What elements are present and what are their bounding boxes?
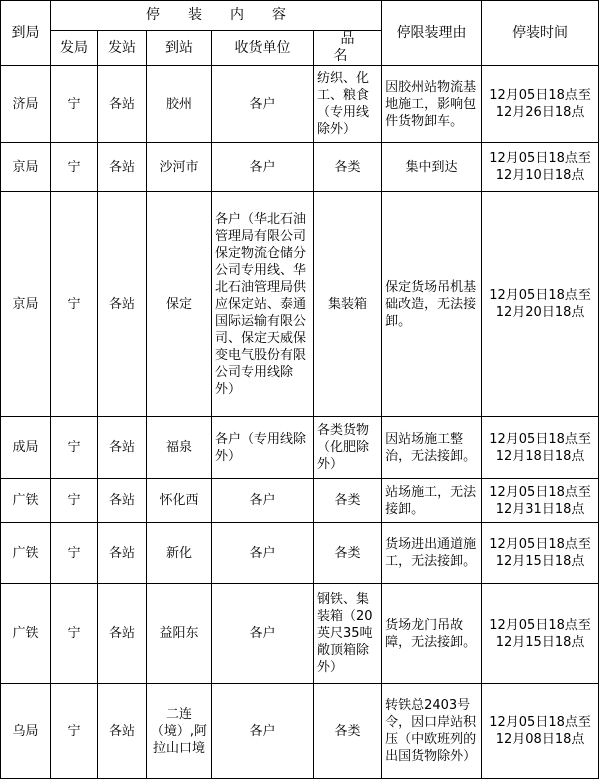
cell-from-station: 各站 (98, 523, 147, 584)
table-row (1, 479, 599, 523)
header-reason: 停限装理由 (382, 1, 482, 66)
cell-from-bureau: 宁 (51, 584, 98, 684)
cell-consignee: 各户 (212, 143, 314, 192)
cell-reason: 货场进出通道施工，无法接卸。 (382, 523, 482, 584)
cell-bureau: 京局 (1, 143, 51, 192)
table-row (1, 143, 599, 192)
cell-bureau: 乌局 (1, 684, 51, 779)
cell-goods: 各类 (314, 143, 382, 192)
cell-from-station: 各站 (98, 584, 147, 684)
cell-from-bureau: 宁 (51, 479, 98, 523)
cell-reason: 货场龙门吊故障，无法接卸。 (382, 584, 482, 684)
header-to-station: 到站 (147, 31, 212, 66)
cell-from-bureau: 宁 (51, 523, 98, 584)
cell-bureau: 广铁 (1, 479, 51, 523)
cell-time: 12月05日18点至12月18日18点 (482, 417, 599, 479)
cell-time: 12月05日18点至12月15日18点 (482, 523, 599, 584)
cell-to-station: 沙河市 (147, 143, 212, 192)
header-goods: 品名 (314, 31, 382, 66)
cell-from-bureau: 宁 (51, 417, 98, 479)
header-from-station: 发站 (98, 31, 147, 66)
cell-to-station: 二连（境）,阿拉山口境 (147, 684, 212, 779)
cell-to-station: 福泉 (147, 417, 212, 479)
cell-time: 12月05日18点至12月15日18点 (482, 584, 599, 684)
cell-reason: 转铁总2403号令，因口岸站积压（中欧班列的出国货物除外） (382, 684, 482, 779)
cell-from-station: 各站 (98, 417, 147, 479)
cell-time: 12月05日18点至12月10日18点 (482, 143, 599, 192)
cell-goods: 各类 (314, 523, 382, 584)
cell-consignee: 各户 (212, 479, 314, 523)
header-group-suspension-content: 停装内容 (51, 1, 382, 31)
cell-to-station: 新化 (147, 523, 212, 584)
cell-from-bureau: 宁 (51, 192, 98, 417)
cell-bureau: 济局 (1, 66, 51, 143)
cell-goods: 各类 (314, 684, 382, 779)
table-row (1, 192, 599, 417)
cell-from-station: 各站 (98, 66, 147, 143)
cell-consignee: 各户（华北石油管理局有限公司保定物流仓储分公司专用线、华北石油管理局供应保定站、泰通国际运输有限公司、保定天威保变电气股份有限公司专用线除外） (212, 192, 314, 417)
cell-reason: 保定货场吊机基础改造，无法接卸。 (382, 192, 482, 417)
cell-consignee: 各户 (212, 584, 314, 684)
cell-goods: 纺织、化工、粮食（专用线除外） (314, 66, 382, 143)
cell-bureau: 广铁 (1, 523, 51, 584)
table-row (1, 417, 599, 479)
cell-to-station: 益阳东 (147, 584, 212, 684)
cell-goods: 钢铁、集装箱（20英尺35吨敞顶箱除外） (314, 584, 382, 684)
table-row (1, 684, 599, 779)
cell-bureau: 京局 (1, 192, 51, 417)
cell-from-station: 各站 (98, 143, 147, 192)
cell-to-station: 保定 (147, 192, 212, 417)
cell-time: 12月05日18点至12月31日18点 (482, 479, 599, 523)
cell-from-station: 各站 (98, 479, 147, 523)
cell-goods: 各类 (314, 479, 382, 523)
cell-time: 12月05日18点至12月08日18点 (482, 684, 599, 779)
cell-time: 12月05日18点至12月26日18点 (482, 66, 599, 143)
cell-from-bureau: 宁 (51, 66, 98, 143)
cell-from-bureau: 宁 (51, 684, 98, 779)
cell-from-bureau: 宁 (51, 143, 98, 192)
cell-goods: 各类货物（化肥除外） (314, 417, 382, 479)
cell-reason: 因站场施工整治，无法接卸。 (382, 417, 482, 479)
cell-consignee: 各户 (212, 66, 314, 143)
cell-to-station: 怀化西 (147, 479, 212, 523)
header-consignee: 收货单位 (212, 31, 314, 66)
cell-goods: 集装箱 (314, 192, 382, 417)
table-row (1, 523, 599, 584)
cell-consignee: 各户（专用线除外） (212, 417, 314, 479)
cell-reason: 集中到达 (382, 143, 482, 192)
header-time: 停装时间 (482, 1, 599, 66)
cell-reason: 站场施工，无法接卸。 (382, 479, 482, 523)
cell-to-station: 胶州 (147, 66, 212, 143)
cell-from-station: 各站 (98, 192, 147, 417)
cell-bureau: 成局 (1, 417, 51, 479)
header-destination-bureau: 到局 (1, 1, 51, 66)
table-row (1, 66, 599, 143)
cell-time: 12月05日18点至12月20日18点 (482, 192, 599, 417)
cell-consignee: 各户 (212, 684, 314, 779)
cell-from-station: 各站 (98, 684, 147, 779)
table-row (1, 584, 599, 684)
cell-consignee: 各户 (212, 523, 314, 584)
header-from-bureau: 发局 (51, 31, 98, 66)
cell-reason: 因胶州站物流基地施工，影响包件货物卸车。 (382, 66, 482, 143)
cell-bureau: 广铁 (1, 584, 51, 684)
